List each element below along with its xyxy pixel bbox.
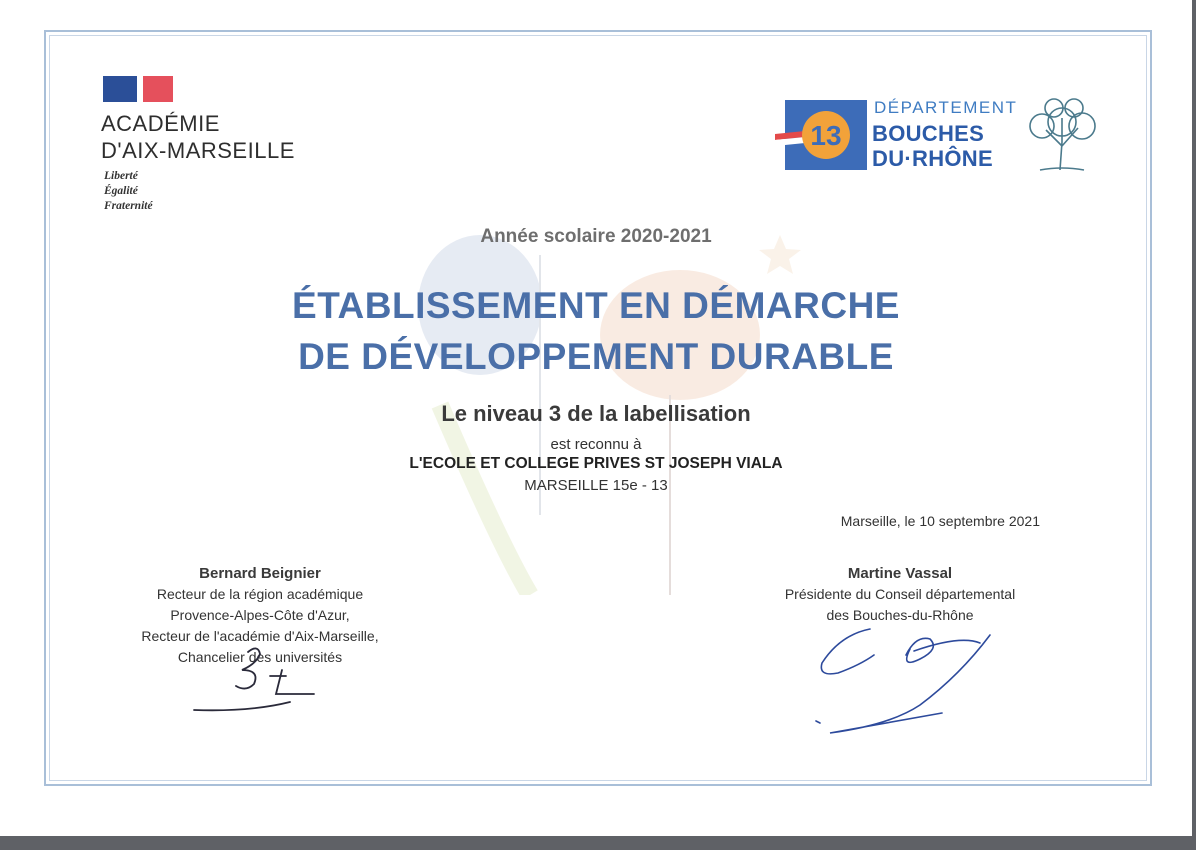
signatory-right: Martine Vassal Présidente du Conseil départemental des Bouches-du-Rhône xyxy=(745,563,1055,626)
school-city: MARSEILLE 15e - 13 xyxy=(524,477,668,494)
svg-text:13: 13 xyxy=(810,120,842,151)
signatory-name: Martine Vassal xyxy=(847,565,953,582)
recognized-text: est reconnu à xyxy=(550,436,642,453)
republic-flag-logo xyxy=(103,76,173,102)
label-level: Le niveau 3 de la labellisation xyxy=(441,401,751,426)
issue-date: Marseille, le 10 septembre 2021 xyxy=(840,513,1040,529)
olive-tree-icon xyxy=(1020,96,1104,174)
signature-left xyxy=(190,640,330,720)
school-year: Année scolaire 2020-2021 xyxy=(480,226,712,247)
school-name: L'ECOLE ET COLLEGE PRIVES ST JOSEPH VIALA xyxy=(409,455,783,472)
certificate-title: ÉTABLISSEMENT EN DÉMARCHE DE DÉVELOPPEMENT DURABLE xyxy=(292,285,900,377)
signatory-name: Bernard Beignier xyxy=(199,565,321,582)
department-label: DÉPARTEMENT xyxy=(874,98,1018,117)
signature-right xyxy=(810,615,1000,740)
republic-motto: Liberté Égalité Fraternité xyxy=(104,170,153,212)
department-name: BOUCHES DU·RHÔNE xyxy=(872,121,993,171)
signatory-left: Bernard Beignier Recteur de la région académique Provence-Alpes-Côte d'Azur, Recteur de l'académie d'Aix-Marseille, Chancelier des universités xyxy=(95,563,425,668)
academy-name: ACADÉMIE D'AIX-MARSEILLE xyxy=(101,111,295,163)
department-13-logo xyxy=(775,100,867,170)
